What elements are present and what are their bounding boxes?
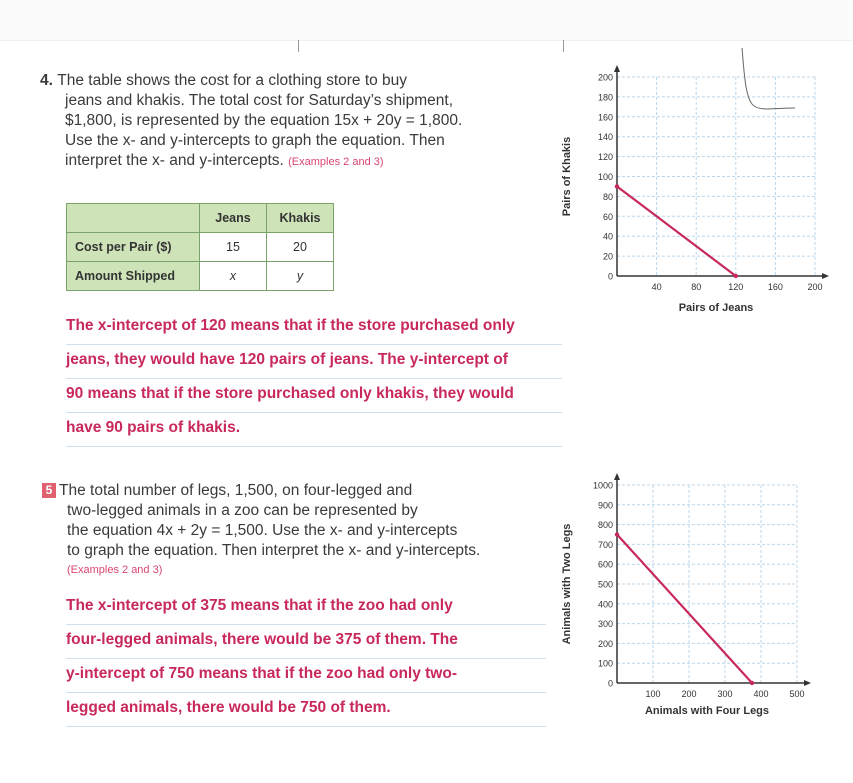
- x-tick-label: 160: [767, 282, 783, 292]
- y-tick-label: 200: [597, 72, 613, 83]
- problem-5-answer: [66, 591, 546, 727]
- problem-line: $1,800, is represented by the equation 15x + 20y = 1,800.: [65, 112, 463, 129]
- x-axis-arrow: [822, 273, 829, 279]
- y-tick-label: 300: [597, 619, 613, 630]
- y-axis-label: Pairs of Khakis: [561, 136, 573, 217]
- table-cell: y: [267, 262, 334, 291]
- table-cell: 15: [200, 233, 267, 262]
- y-tick-label: 400: [597, 599, 613, 610]
- problem-5-text: [42, 481, 562, 578]
- y-tick-label: 80: [602, 191, 613, 202]
- problem-line: to graph the equation. Then interpret the x- and y-intercepts.: [67, 542, 481, 559]
- y-tick-label: 700: [597, 539, 613, 550]
- data-point: [734, 274, 738, 278]
- answer-line: The x-intercept of 375 means that if the zoo had only: [66, 591, 546, 625]
- problem-line: Use the x- and y-intercepts to graph the equation. Then: [65, 132, 445, 149]
- y-tick-label: 0: [607, 678, 613, 689]
- problem-number-badge: 5: [42, 483, 56, 498]
- answer-line: y-intercept of 750 means that if the zoo had only two-: [66, 659, 546, 693]
- problem-line: The total number of legs, 1,500, on four-legged and: [59, 482, 413, 499]
- answer-line: four-legged animals, there would be 375 of them. The: [66, 625, 546, 659]
- problem-line: The table shows the cost for a clothing store to buy: [57, 72, 408, 89]
- x-axis-arrow: [804, 680, 811, 686]
- page-top-strip: [0, 0, 853, 41]
- x-tick-label: 80: [691, 282, 702, 292]
- answer-line: have 90 pairs of khakis.: [66, 413, 562, 447]
- x-tick-label: 40: [651, 282, 662, 292]
- y-tick-label: 0: [607, 271, 613, 282]
- x-tick-label: 120: [728, 282, 744, 292]
- page-mark: [298, 40, 299, 52]
- x-tick-label: 500: [789, 689, 805, 699]
- y-tick-label: 100: [597, 658, 613, 669]
- problem-line: jeans and khakis. The total cost for Saturday’s shipment,: [65, 92, 453, 109]
- x-tick-label: 200: [681, 689, 697, 699]
- problem-number: 4.: [40, 72, 53, 89]
- x-axis-label: Animals with Four Legs: [644, 705, 770, 717]
- x-tick-label: 400: [753, 689, 769, 699]
- y-tick-label: 200: [597, 638, 613, 649]
- series-line: [617, 535, 752, 684]
- pen-mark: [742, 48, 795, 109]
- x-tick-label: 100: [645, 689, 661, 699]
- answer-line: legged animals, there would be 750 of them.: [66, 693, 546, 727]
- examples-ref: (Examples 2 and 3): [288, 156, 384, 168]
- y-tick-label: 900: [597, 500, 613, 511]
- y-axis-arrow: [614, 65, 620, 72]
- data-point: [615, 184, 619, 188]
- y-tick-label: 500: [597, 579, 613, 590]
- answer-line: jeans, they would have 120 pairs of jeans. The y-intercept of: [66, 345, 562, 379]
- problem-4-text: [40, 71, 560, 172]
- problem-line: interpret the x- and y-intercepts.: [65, 152, 284, 169]
- data-point: [615, 532, 619, 536]
- answer-line: 90 means that if the store purchased only khakis, they would: [66, 379, 562, 413]
- table-row-label: Cost per Pair ($): [67, 233, 200, 262]
- x-tick-label: 200: [807, 282, 823, 292]
- table-header: Khakis: [267, 204, 334, 233]
- y-tick-label: 40: [602, 231, 613, 242]
- table-corner: [67, 204, 200, 233]
- table-cell: x: [200, 262, 267, 291]
- y-tick-label: 800: [597, 520, 613, 531]
- y-tick-label: 160: [597, 112, 613, 123]
- problem-line: the equation 4x + 2y = 1,500. Use the x- and y-intercepts: [67, 522, 458, 539]
- answer-line: The x-intercept of 120 means that if the store purchased only: [66, 311, 562, 345]
- y-tick-label: 120: [597, 152, 613, 163]
- problem-4-answer: [66, 311, 562, 447]
- y-tick-label: 600: [597, 559, 613, 570]
- problem-line: two-legged animals in a zoo can be represented by: [67, 502, 418, 519]
- examples-ref: (Examples 2 and 3): [67, 564, 163, 576]
- y-axis-label: Animals with Two Legs: [561, 523, 573, 645]
- data-point: [750, 681, 754, 685]
- table-header: Jeans: [200, 204, 267, 233]
- page-mark: [563, 40, 564, 52]
- y-tick-label: 20: [602, 251, 613, 262]
- table-row-label: Amount Shipped: [67, 262, 200, 291]
- y-tick-label: 140: [597, 132, 613, 143]
- y-tick-label: 1000: [592, 480, 613, 491]
- y-axis-arrow: [614, 473, 620, 480]
- table-cell: 20: [267, 233, 334, 262]
- series-line: [617, 186, 736, 276]
- cost-table: [66, 203, 334, 291]
- y-tick-label: 180: [597, 92, 613, 103]
- y-tick-label: 100: [597, 172, 613, 182]
- x-axis-label: Pairs of Jeans: [678, 302, 754, 314]
- y-tick-label: 60: [602, 211, 613, 222]
- x-tick-label: 300: [717, 689, 733, 699]
